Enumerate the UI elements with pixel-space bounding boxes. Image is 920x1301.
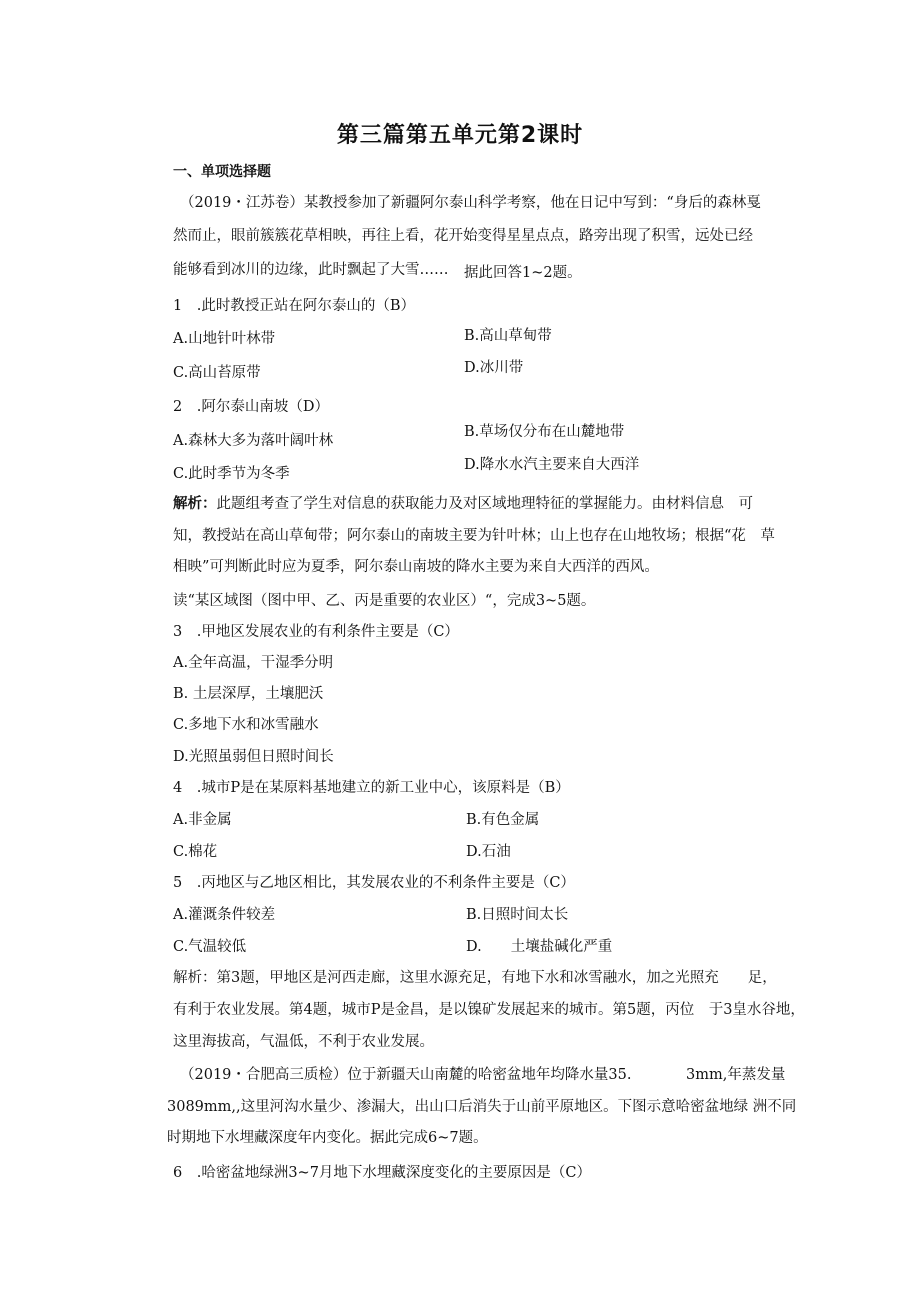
q1-option-c: C.高山苔原带 [173, 365, 261, 381]
exp2-label: 解析： [173, 970, 217, 986]
intro3-line2: 3089mm,,这里河沟水量少、渗漏大，出山口后消失于山前平原地区。下图示意哈密盆地绿 洲不同 [167, 1099, 797, 1115]
q3-stem: 3 .甲地区发展农业的有利条件主要是（C） [173, 624, 459, 640]
q2-stem: 2 .阿尔泰山南坡（D） [173, 399, 329, 415]
intro3-line1b: 3mm,年蒸发量 [686, 1067, 786, 1083]
exp2-line2: 有利于农业发展。第4题，城市P是金昌，是以镍矿发展起来的城市。第5题，丙位 于3皇水谷地， [173, 1002, 805, 1018]
q4-option-d: D.石油 [466, 844, 511, 860]
intro3-line3: 时期地下水埋藏深度年内变化。据此完成6~7题。 [167, 1130, 488, 1146]
q4-option-a: A.非金属 [173, 812, 232, 828]
q4-stem: 4 .城市P是在某原料基地建立的新工业中心，该原料是（B） [173, 780, 570, 796]
q1-option-a: A.山地针叶林带 [173, 331, 276, 347]
q5-stem: 5 .丙地区与乙地区相比，其发展农业的不利条件主要是（C） [173, 875, 575, 891]
intro1-line2: 然而止，眼前簇簇花草相映，再往上看，花开始变得星星点点，路旁出现了积雪，远处已经 [173, 228, 753, 244]
q2-option-b: B.草场仅分布在山麓地带 [464, 424, 625, 440]
exp2-line3: 这里海拔高，气温低，不利于农业发展。 [173, 1034, 434, 1050]
q3-option-b: B. 土层深厚，土壤肥沃 [173, 686, 324, 702]
q6-stem: 6 .哈密盆地绿洲3~7月地下水埋藏深度变化的主要原因是（C） [173, 1165, 592, 1181]
q1-option-b: B.高山草甸带 [464, 328, 552, 344]
q2-option-a: A.森林大多为落叶阔叶林 [173, 433, 334, 449]
intro1-line1 [180, 193, 761, 213]
q4-option-b: B.有色金属 [466, 812, 540, 828]
q3-option-c: C.多地下水和冰雪融水 [173, 717, 319, 733]
q3-option-d: D.光照虽弱但日照时间长 [173, 749, 334, 765]
exp1-line1 [173, 494, 753, 514]
exp1-label: 解析： [173, 495, 217, 512]
intro1-line3a: 能够看到冰川的边缘，此时飘起了大雪…… [173, 262, 449, 278]
q5-option-c: C.气温较低 [173, 939, 247, 955]
intro1-text1: 某教授参加了新疆阿尔泰山科学考察，他在日记中写到：“身后的森林戛 [303, 195, 761, 211]
intro1-line3b: 据此回答1~2题。 [464, 265, 582, 281]
intro2: 读“某区域图（图中甲、乙、丙是重要的农业区）“，完成3~5题。 [173, 593, 596, 609]
exp1-text1: 此题组考查了学生对信息的获取能力及对区域地理特征的掌握能力。由材料信息 可 [216, 496, 753, 512]
q2-option-d: D.降水水汽主要来自大西洋 [464, 457, 640, 473]
q5-option-b: B.日照时间太长 [466, 907, 569, 923]
q3-option-a: A.全年高温，干湿季分明 [173, 655, 334, 671]
q5-option-a: A.灌溉条件较差 [173, 907, 276, 923]
q4-option-c: C.棉花 [173, 844, 218, 860]
q1-stem: 1 .此时教授正站在阿尔泰山的（B） [173, 298, 415, 314]
q2-option-c: C.此时季节为冬季 [173, 466, 290, 482]
q5-option-d: D. 土壤盐碱化严重 [466, 939, 613, 955]
page-title: 第三篇第五单元第2课时 [336, 123, 584, 148]
q1-option-d: D.冰川带 [464, 360, 524, 376]
intro3-line1a: （2019・合肥高三质检）位于新疆天山南麓的哈密盆地年均降水量35. [180, 1067, 632, 1083]
exp1-line3: 相映”可判断此时应为夏季，阿尔泰山南坡的降水主要为来自大西洋的西风。 [173, 559, 659, 575]
intro1-source: （2019・江苏卷） [180, 195, 304, 211]
exp2-text1: 第3题，甲地区是河西走廊，这里水源充足，有地下水和冰雪融水，加之光照充 足， [216, 970, 777, 986]
exp1-line2: 知，教授站在高山草甸带；阿尔泰山的南坡主要为针叶林；山上也存在山地牧场；根据“花 草 [173, 528, 775, 544]
section-heading: 一、单项选择题 [173, 164, 271, 180]
exp2-line1 [173, 968, 777, 988]
